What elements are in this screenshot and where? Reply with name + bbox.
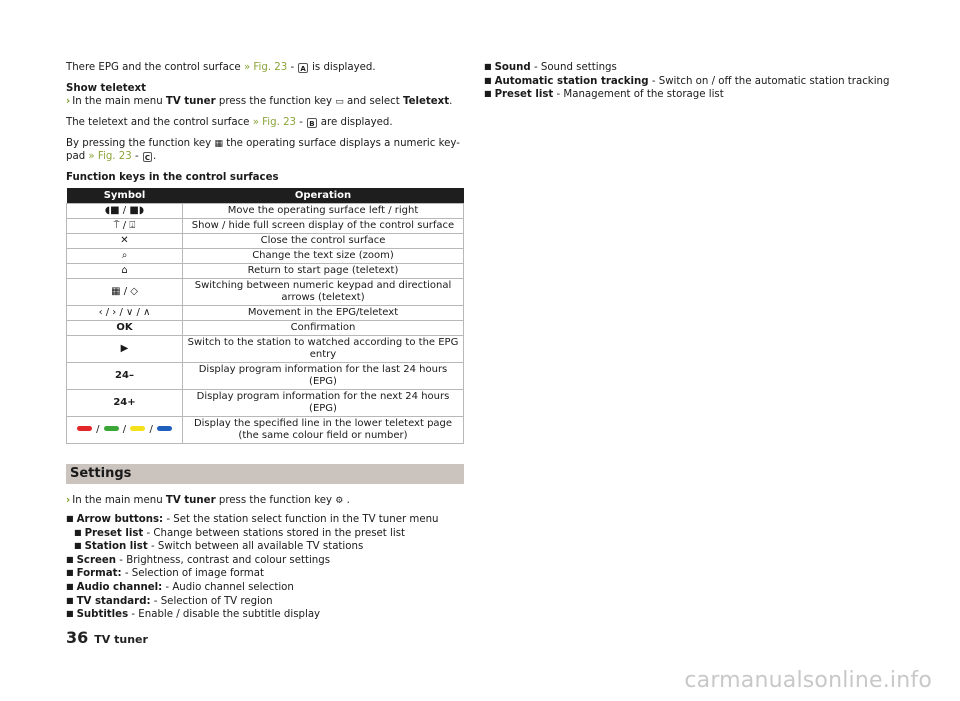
show-teletext-label: Show teletext: [66, 83, 146, 94]
p2-text-end: are displayed.: [317, 117, 393, 128]
symbol-icon: ⍑ / ⍗: [113, 220, 136, 231]
green-key-icon: [104, 426, 119, 431]
chapter-title: TV tuner: [94, 633, 148, 646]
blue-key-icon: [157, 426, 172, 431]
list-item: [66, 581, 464, 595]
sub-item-label: Station list: [84, 541, 148, 553]
intro-text-end: is displayed.: [308, 62, 376, 73]
red-key-icon: [77, 426, 92, 431]
list-item: [66, 554, 464, 568]
item-text: - Brightness, contrast and colour settings: [116, 554, 331, 566]
fig-ref-link-2[interactable]: » Fig. 23: [252, 117, 297, 128]
p2-dash: -: [296, 117, 307, 128]
operation-cell: Display program information for the next 24 hours (EPG): [183, 390, 464, 417]
item-label: Arrow buttons:: [76, 514, 164, 525]
keypad-paragraph: [66, 137, 464, 163]
item-label: Audio channel:: [76, 581, 163, 593]
fig-ref-link[interactable]: » Fig. 23: [243, 62, 288, 73]
function-keys-title: Function keys in the control surfaces: [66, 172, 279, 183]
table-row: [67, 417, 464, 444]
symbol-icon: OK: [116, 322, 133, 333]
step-bold-teletext: Teletext: [402, 96, 450, 107]
bullet-icon: ■: [484, 75, 492, 85]
label-b-icon: B: [309, 120, 315, 128]
sub-item-label: Preset list: [84, 527, 144, 539]
table-row: [67, 306, 464, 321]
list-item: [66, 595, 464, 609]
step-text-2: press the function key: [215, 96, 336, 107]
table-row: [67, 390, 464, 417]
p3-text-end: .: [153, 151, 157, 162]
item-label: Sound: [494, 62, 531, 73]
right-column: [484, 61, 904, 102]
bullet-icon: ■: [66, 609, 74, 619]
bullet-icon: ■: [66, 595, 74, 605]
symbol-icon: ▦ / ◇: [111, 286, 138, 297]
left-column: [66, 61, 464, 622]
step-arrow-icon: ›: [66, 495, 71, 506]
list-item: [484, 88, 904, 102]
symbol-cell: [67, 321, 183, 336]
show-teletext-heading: [66, 82, 464, 95]
symbol-icon: ⌕: [121, 250, 128, 261]
settings-step-bold: TV tuner: [165, 495, 216, 506]
operation-cell: Movement in the EPG/teletext: [183, 306, 464, 321]
yellow-key-icon: [130, 426, 145, 431]
label-c-icon: C: [144, 154, 151, 162]
settings-step-end: .: [343, 495, 350, 506]
symbol-icon: ✕: [120, 235, 129, 246]
step-arrow-icon: ›: [66, 96, 71, 107]
intro-paragraph: [66, 61, 464, 74]
step-text: In the main menu: [72, 96, 166, 107]
operation-cell: Confirmation: [183, 321, 464, 336]
bullet-icon: ■: [484, 62, 492, 71]
item-label: Format:: [76, 568, 122, 580]
table-row: [67, 363, 464, 390]
p2-text: The teletext and the control surface: [66, 117, 253, 128]
item-text: - Enable / disable the subtitle display: [128, 609, 321, 621]
sub-list-item: [66, 540, 464, 554]
table-row: [67, 264, 464, 279]
function-keys-table: [66, 188, 464, 444]
teletext-paragraph: [66, 116, 464, 129]
item-label: Screen: [76, 554, 117, 566]
list-item: [484, 75, 904, 89]
list-item: [66, 608, 464, 622]
right-settings-list: [484, 61, 904, 102]
operation-cell: Display program information for the last 24 hours (EPG): [183, 363, 464, 390]
p3-text-2: the operating surface displays a numeric key-pad: [66, 138, 460, 162]
bullet-icon: ■: [66, 514, 74, 523]
list-item: [66, 513, 464, 527]
symbol-cell: [67, 336, 183, 363]
symbol-cell: / / /: [67, 417, 183, 444]
intro-dash: -: [287, 62, 298, 73]
table-body: [67, 204, 464, 444]
p3-dash: -: [131, 151, 142, 162]
sub-list-item: [66, 527, 464, 541]
item-text: - Switch on / off the automatic station tracking: [648, 75, 890, 87]
item-label: Subtitles: [76, 609, 129, 621]
list-item: [66, 567, 464, 581]
table-row: [67, 204, 464, 219]
settings-list: [66, 513, 464, 622]
operation-cell: Close the control surface: [183, 234, 464, 249]
operation-cell: Switch to the station to watched according to the EPG entry: [183, 336, 464, 363]
settings-step: [66, 494, 464, 507]
item-text: - Selection of image format: [121, 568, 264, 580]
step-text-end: .: [449, 96, 453, 107]
item-text: - Selection of TV region: [150, 595, 273, 607]
settings-gear-icon: ⚙: [335, 496, 344, 506]
symbol-cell: [67, 234, 183, 249]
bullet-icon: ■: [66, 581, 74, 591]
text-options-icon: ▭: [335, 97, 344, 107]
page-number: 36: [66, 628, 89, 647]
table-row: [67, 279, 464, 306]
item-text: - Set the station select function in the TV tuner menu: [163, 514, 439, 525]
item-label: TV standard:: [76, 595, 151, 607]
intro-text: There EPG and the control surface: [66, 62, 244, 73]
teletext-step: [66, 95, 464, 108]
operation-cell: Return to start page (teletext): [183, 264, 464, 279]
symbol-icon: ⌂: [121, 265, 128, 276]
symbol-cell: [67, 306, 183, 321]
watermark: carmanualsonline.info: [684, 668, 932, 693]
symbol-cell: [67, 264, 183, 279]
operation-cell: Display the specified line in the lower teletext page (the same colour field or number): [183, 417, 464, 444]
page-footer: [66, 628, 148, 647]
bullet-icon: ■: [66, 568, 74, 578]
settings-step-text-2: press the function key: [215, 495, 336, 506]
bullet-icon: ■: [66, 554, 74, 564]
item-label: Automatic station tracking: [494, 75, 649, 87]
symbol-cell: [67, 279, 183, 306]
operation-cell: Move the operating surface left / right: [183, 204, 464, 219]
table-row: [67, 249, 464, 264]
table-row: [67, 336, 464, 363]
symbol-icon: 24–: [115, 370, 134, 381]
settings-step-text: In the main menu: [72, 495, 166, 506]
header-operation: Operation: [183, 188, 464, 204]
item-label: Preset list: [494, 89, 554, 101]
symbol-icon: ▶: [120, 343, 129, 354]
table-row: [67, 219, 464, 234]
operation-cell: Show / hide full screen display of the control surface: [183, 219, 464, 234]
symbol-icon: 24+: [113, 397, 136, 408]
operation-cell: Switching between numeric keypad and directional arrows (teletext): [183, 279, 464, 306]
step-text-3: and select: [343, 96, 403, 107]
table-row: [67, 234, 464, 249]
symbol-cell: [67, 390, 183, 417]
table-row: [67, 321, 464, 336]
fig-ref-link-3[interactable]: » Fig. 23: [88, 151, 132, 162]
symbol-cell: [67, 363, 183, 390]
item-text: - Management of the storage list: [553, 89, 724, 101]
header-symbol: Symbol: [67, 188, 183, 204]
symbol-cell: [67, 219, 183, 234]
settings-heading: Settings: [66, 464, 464, 484]
sub-item-text: - Switch between all available TV stations: [147, 541, 364, 553]
bullet-icon: ■: [74, 541, 82, 551]
item-text: - Sound settings: [530, 62, 617, 73]
keypad-icon: ▦: [214, 139, 223, 149]
bullet-icon: ■: [74, 527, 82, 537]
item-text: - Audio channel selection: [162, 581, 294, 593]
symbol-icon: ‹ / › / ∨ / ∧: [98, 307, 151, 318]
sub-item-text: - Change between stations stored in the preset list: [143, 527, 405, 539]
bullet-icon: ■: [484, 89, 492, 99]
operation-cell: Change the text size (zoom): [183, 249, 464, 264]
symbol-cell: [67, 204, 183, 219]
symbol-cell: [67, 249, 183, 264]
list-item: [484, 61, 904, 75]
label-a-icon: A: [300, 65, 306, 73]
step-bold-tvtuner: TV tuner: [165, 96, 216, 107]
table-header-row: [67, 188, 464, 204]
symbol-icon: ◖■ / ■◗: [104, 205, 145, 216]
p3-text: By pressing the function key: [66, 138, 215, 149]
